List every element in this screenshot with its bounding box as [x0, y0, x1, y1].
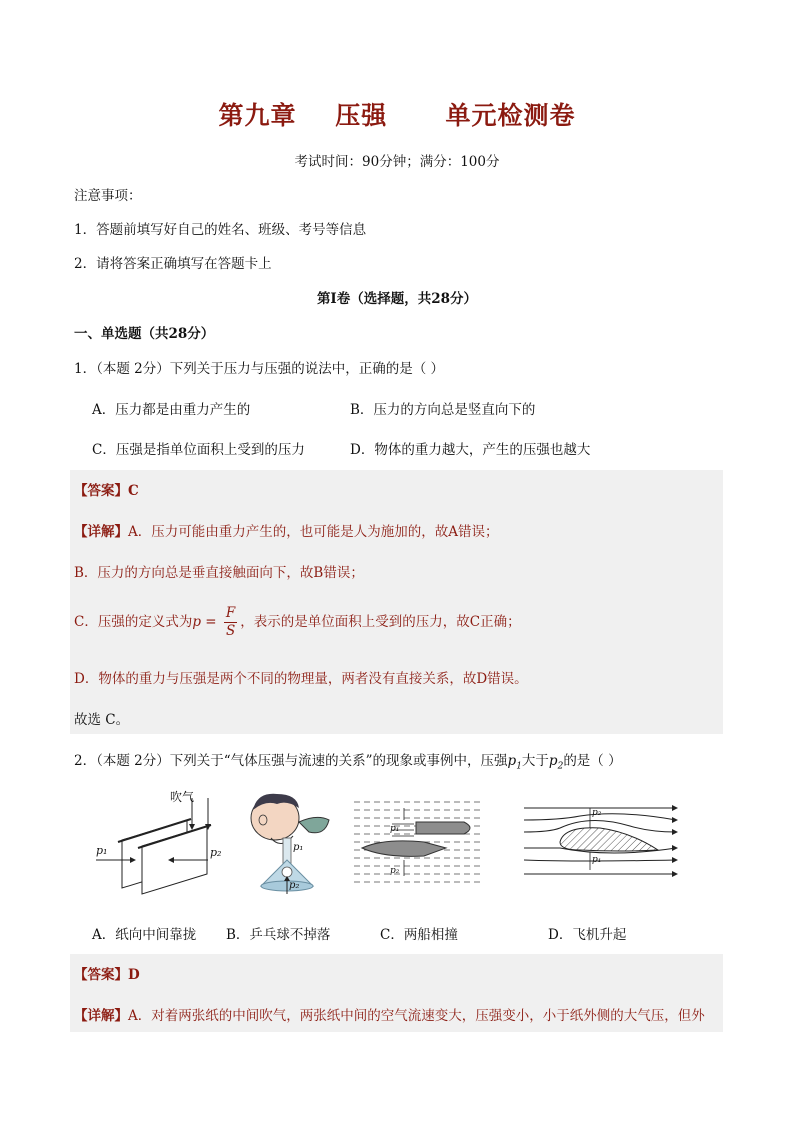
label-p2-airfoil: p₂: [592, 808, 602, 818]
q2-option-a: A．纸向中间靠拢: [92, 927, 197, 943]
figure-paper-sheets: [92, 788, 232, 898]
q1-detail-d: D．物体的重力与压强是两个不同的物理量，两者没有直接关系，故D错误。: [74, 671, 528, 687]
q2-detail-a: [74, 1004, 723, 1024]
figure-two-ships: [354, 798, 480, 886]
exam-info: 考试时间：90分钟；满分：100分: [294, 154, 500, 170]
part-header: 一、单选题（共28分）: [74, 326, 215, 342]
note-item-1: 1．答题前填写好自己的姓名、班级、考号等信息: [74, 222, 367, 238]
question-2-stem: [74, 749, 622, 772]
q1-detail-c: [74, 600, 521, 644]
q2-stem-pre: 2．（本题 2分）下列关于“气体压强与流速的关系”的现象或事例中，压强: [74, 753, 508, 769]
question-1-stem: 1．（本题 2分）下列关于压力与压强的说法中，正确的是（ ）: [74, 361, 445, 377]
label-p1-paper: p₁: [96, 844, 108, 857]
formula-numerator: F: [224, 607, 237, 624]
q2-p2: $p_2$: [548, 753, 564, 772]
section-header: 第Ⅰ卷（选择题，共28分）: [316, 291, 478, 307]
q1-detail-a: [74, 520, 499, 540]
label-p1-funnel: p₁: [293, 842, 304, 853]
detail-tag: 【详解】: [74, 524, 128, 540]
answer-value: C: [128, 483, 139, 499]
notes-heading: 注意事项：: [74, 188, 142, 204]
formula-lhs: p: [192, 614, 201, 630]
label-blow-air: 吹气: [170, 790, 195, 804]
q2-stem-post: 的是（ ）: [563, 753, 622, 769]
q2-p1: $p_1$: [507, 753, 522, 772]
figure-airfoil: [520, 800, 682, 886]
formula-fraction: [224, 604, 237, 639]
detail-c-post: ，表示的是单位面积上受到的压力，故C正确；: [240, 614, 521, 630]
answer-value: D: [128, 967, 140, 983]
q2-stem-mid: 大于: [521, 753, 549, 769]
q1-conclusion: 故选 C。: [74, 712, 130, 728]
q2-answer-line: [74, 963, 140, 983]
answer-tag: 【答案】: [74, 967, 128, 983]
q1-option-c: C．压强是指单位面积上受到的压力: [92, 442, 305, 458]
formula-eq: =: [201, 614, 221, 630]
label-p1-airfoil: p₁: [592, 855, 602, 865]
q1-answer-line: [74, 479, 139, 499]
detail-c-pre: C．压强的定义式为: [74, 614, 193, 630]
figure-ping-pong-funnel: [237, 790, 337, 895]
detail-a-text: A．对着两张纸的中间吹气，两张纸中间的空气流速变大，压强变小，小于纸外侧的大气压，但外: [128, 1008, 705, 1024]
label-p1-ships: p₁: [390, 824, 400, 834]
detail-tag: 【详解】: [74, 1008, 128, 1024]
q2-option-d: D．飞机升起: [548, 927, 627, 943]
page-title: 第九章 压强 单元检测卷: [218, 101, 576, 130]
detail-a-text: A．压力可能由重力产生的，也可能是人为施加的，故A错误；: [128, 524, 499, 540]
q1-option-a: A．压力都是由重力产生的: [92, 402, 251, 418]
label-p2-ships: p₂: [390, 866, 400, 876]
label-p2-funnel: p₂: [289, 880, 300, 891]
q1-option-b: B．压力的方向总是竖直向下的: [350, 402, 536, 418]
note-item-2: 2．请将答案正确填写在答题卡上: [74, 256, 272, 272]
formula-denominator: S: [225, 623, 236, 639]
q1-detail-b: B．压力的方向总是垂直接触面向下，故B错误；: [74, 565, 364, 581]
answer-tag: 【答案】: [74, 483, 128, 499]
q1-option-d: D．物体的重力越大，产生的压强也越大: [350, 442, 591, 458]
q2-option-c: C．两船相撞: [380, 927, 458, 943]
q2-option-b: B．乒乓球不掉落: [226, 927, 331, 943]
label-p2-paper: p₂: [210, 846, 222, 859]
